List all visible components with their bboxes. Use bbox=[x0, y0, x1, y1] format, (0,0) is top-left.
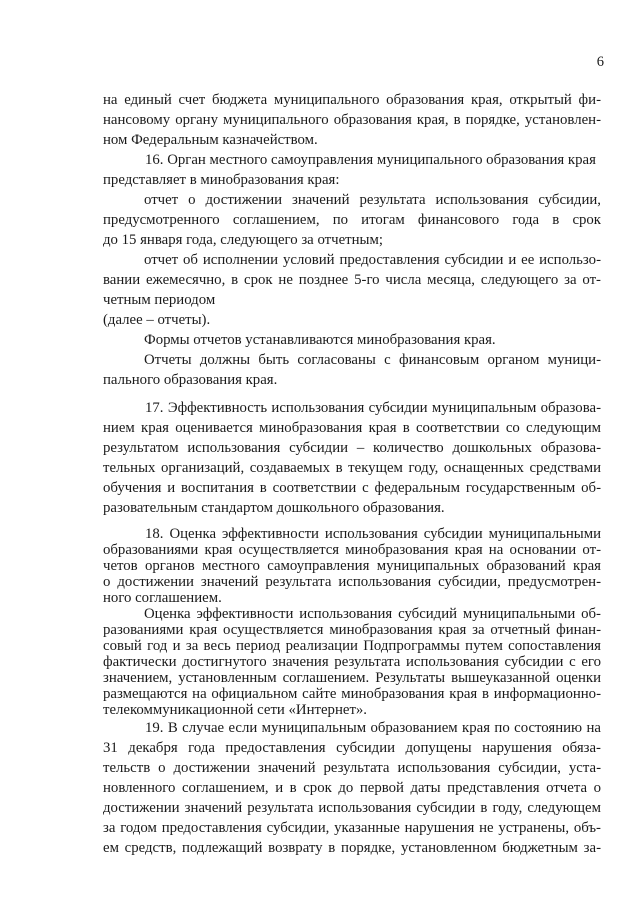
text-line: результатом использования субсидии – количество дошкольных образова- bbox=[103, 440, 601, 456]
text-line: значением, установленным соглашением. Результаты вышеуказанной оценки bbox=[103, 670, 601, 686]
text-line: 31 декабря года предоставления субсидии допущены нарушения обяза- bbox=[103, 740, 601, 756]
text-line: четным периодом bbox=[103, 292, 216, 308]
text-line: вании ежемесячно, в срок не позднее 5-го числа месяца, следующего за от- bbox=[103, 272, 601, 288]
text-line: представляет в минобразования края: bbox=[103, 172, 340, 188]
text-line: тельных организаций, создаваемых в текущем году, оснащенных средствами bbox=[103, 460, 601, 476]
text-line: разовательным стандартом дошкольного образования. bbox=[103, 500, 445, 516]
text-line: (далее – отчеты). bbox=[103, 312, 211, 328]
text-line: отчет о достижении значений результата использования субсидии, bbox=[144, 192, 601, 208]
text-line: ем средств, подлежащий возврату в порядке, установленном бюджетным за- bbox=[103, 840, 601, 856]
text-line: обучения и воспитания в соответствии с федеральным государственным об- bbox=[103, 480, 601, 496]
text-line: Формы отчетов устанавливаются минобразования края. bbox=[144, 332, 496, 348]
text-line: четов органов местного самоуправления муниципальных образований края bbox=[103, 558, 601, 574]
text-line: 18. Оценка эффективности использования субсидии муниципальными bbox=[145, 526, 601, 542]
text-line: образованиями края осуществляется минобразования края на основании от- bbox=[103, 542, 601, 558]
text-line: достижении значений результата использования субсидии в году, следующем bbox=[103, 800, 601, 816]
text-line: за годом предоставления субсидии, указанные нарушения не устранены, объ- bbox=[103, 820, 601, 836]
text-line: 17. Эффективность использования субсидии муниципальным образова- bbox=[145, 400, 601, 416]
text-line: тельств о достижении значений результата использования субсидии, уста- bbox=[103, 760, 601, 776]
text-line: ном Федеральным казначейством. bbox=[103, 132, 318, 148]
text-line: предусмотренного соглашением, по итогам финансового года в срок bbox=[103, 212, 601, 228]
text-line: размещаются на официальном сайте минобразования края в информационно- bbox=[103, 686, 601, 702]
text-line: 19. В случае если муниципальным образованием края по состоянию на bbox=[145, 720, 601, 736]
text-line: на единый счет бюджета муниципального образования края, открытый фи- bbox=[103, 92, 601, 108]
text-line: о достижении значений результата использования субсидии, предусмотрен- bbox=[103, 574, 601, 590]
text-line: 16. Орган местного самоуправления муниципального образования края bbox=[145, 152, 596, 168]
text-line: Отчеты должны быть согласованы с финансовым органом муници- bbox=[144, 352, 601, 368]
text-line: Оценка эффективности использования субсидий муниципальными об- bbox=[144, 606, 601, 622]
text-line: ного соглашением. bbox=[103, 590, 222, 606]
text-line: нансовому органу муниципального образования края, в порядке, установлен- bbox=[103, 112, 601, 128]
text-line: совый год и за весь период реализации Подпрограммы путем сопоставления bbox=[103, 638, 601, 654]
text-line: разованиями края осуществляется минобразования края за отчетный финан- bbox=[103, 622, 601, 638]
page-number: 6 bbox=[596, 54, 604, 70]
text-line: до 15 января года, следующего за отчетным; bbox=[103, 232, 383, 248]
text-line: фактически достигнутого значения результата использования субсидии с его bbox=[103, 654, 601, 670]
text-line: новленного соглашением, и в срок до первой даты представления отчета о bbox=[103, 780, 601, 796]
text-line: отчет об исполнении условий предоставления субсидии и ее использо- bbox=[144, 252, 601, 268]
text-line: телекоммуникационной сети «Интернет». bbox=[103, 702, 368, 718]
text-line: пального образования края. bbox=[103, 372, 278, 388]
text-line: нием края оценивается минобразования края в соответствии со следующим bbox=[103, 420, 601, 436]
